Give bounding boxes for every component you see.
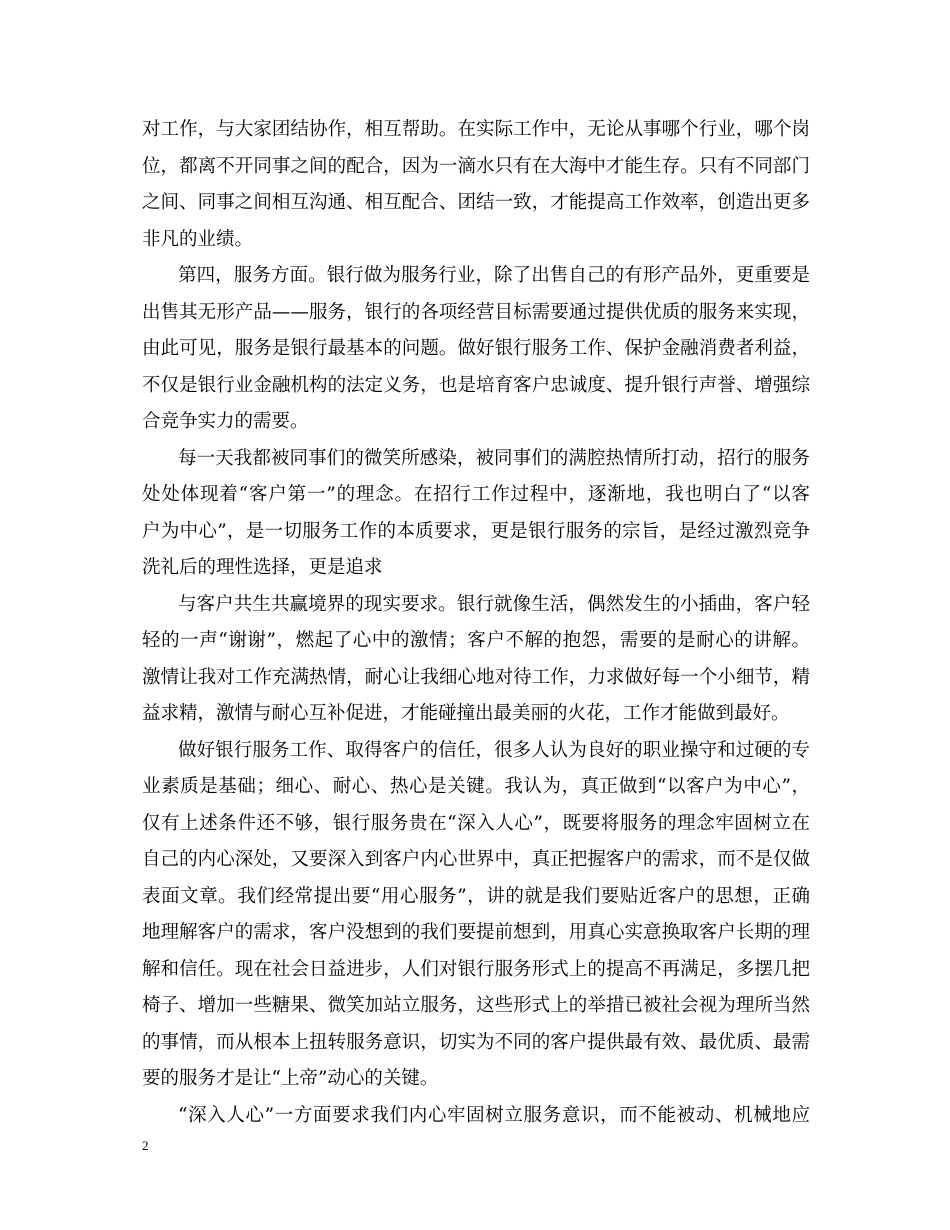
text-line: 益求精，激情与耐心互补促进，才能碰撞出最美丽的火花，工作才能做到最好。 <box>142 703 790 724</box>
text-line: 不仅是银行业金融机构的法定义务，也是培育客户忠诚度、提升银行声誉、增强综 <box>142 374 810 396</box>
text-line: 位，都离不开同事之间的配合，因为一滴水只有在大海中才能生存。只有不同部门 <box>142 155 810 177</box>
text-line: 解和信任。现在社会日益进步，人们对银行服务形式上的提高不再满足，多摆几把 <box>142 958 810 980</box>
text-line: 业素质是基础；细心、耐心、热心是关键。我认为，真正做到“以客户为中心”， <box>142 776 810 797</box>
text-line: 处处体现着“客户第一”的理念。在招行工作过程中，逐渐地，我也明白了“以客 <box>142 484 810 505</box>
text-line: 出售其无形产品——服务，银行的各项经营目标需要通过提供优质的服务来实现， <box>142 301 810 323</box>
text-line: 表面文章。我们经常提出要“用心服务”，讲的就是我们要贴近客户的思想，正确 <box>142 885 810 907</box>
body-text <box>142 112 810 1134</box>
text-line: 要的服务才是让“上帝”动心的关键。 <box>142 1068 439 1089</box>
text-line: 自己的内心深处，又要深入到客户内心世界中，真正把握客户的需求，而不是仅做 <box>142 849 810 870</box>
text-line: 第四，服务方面。银行做为服务行业，除了出售自己的有形产品外，更重要是 <box>178 265 810 286</box>
text-line: 洗礼后的理性选择，更是追求 <box>142 557 383 578</box>
text-line: 每一天我都被同事们的微笑所感染，被同事们的满腔热情所打动，招行的服务 <box>178 447 810 469</box>
text-line: 的事情，而从根本上扭转服务意识，切实为不同的客户提供最有效、最优质、最需 <box>142 1031 810 1053</box>
text-line: 与客户共生共赢境界的现实要求。银行就像生活，偶然发生的小插曲，客户轻 <box>178 593 810 615</box>
text-line: 椅子、增加一些糖果、微笑加站立服务，这些形式上的举措已被社会视为理所当然 <box>142 995 810 1016</box>
text-line: 非凡的业绩。 <box>142 228 254 250</box>
text-line: 做好银行服务工作、取得客户的信任，很多人认为良好的职业操守和过硬的专 <box>178 739 810 761</box>
text-line: 户为中心”，是一切服务工作的本质要求，更是银行服务的宗旨，是经过激烈竞争 <box>142 520 810 542</box>
text-line: 对工作，与大家团结协作，相互帮助。在实际工作中，无论从事哪个行业，哪个岗 <box>142 119 810 140</box>
text-line: 合竞争实力的需要。 <box>142 411 309 432</box>
page-number: 2 <box>142 1138 149 1153</box>
text-line: 轻的一声“谢谢”，燃起了心中的激情；客户不解的抱怨，需要的是耐心的讲解。 <box>142 630 810 651</box>
text-line: 由此可见，服务是银行最基本的问题。做好银行服务工作、保护金融消费者利益， <box>142 338 810 359</box>
text-line: 仅有上述条件还不够，银行服务贵在“深入人心”，既要将服务的理念牢固树立在 <box>142 812 810 834</box>
text-line: 地理解客户的需求，客户没想到的我们要提前想到，用真心实意换取客户长期的理 <box>142 922 810 943</box>
text-line: 之间、同事之间相互沟通、相互配合、团结一致，才能提高工作效率，创造出更多 <box>142 192 810 213</box>
text-line: “深入人心”一方面要求我们内心牢固树立服务意识，而不能被动、机械地应 <box>178 1104 810 1126</box>
text-line: 激情让我对工作充满热情，耐心让我细心地对待工作，力求做好每一个小细节，精 <box>142 666 810 688</box>
